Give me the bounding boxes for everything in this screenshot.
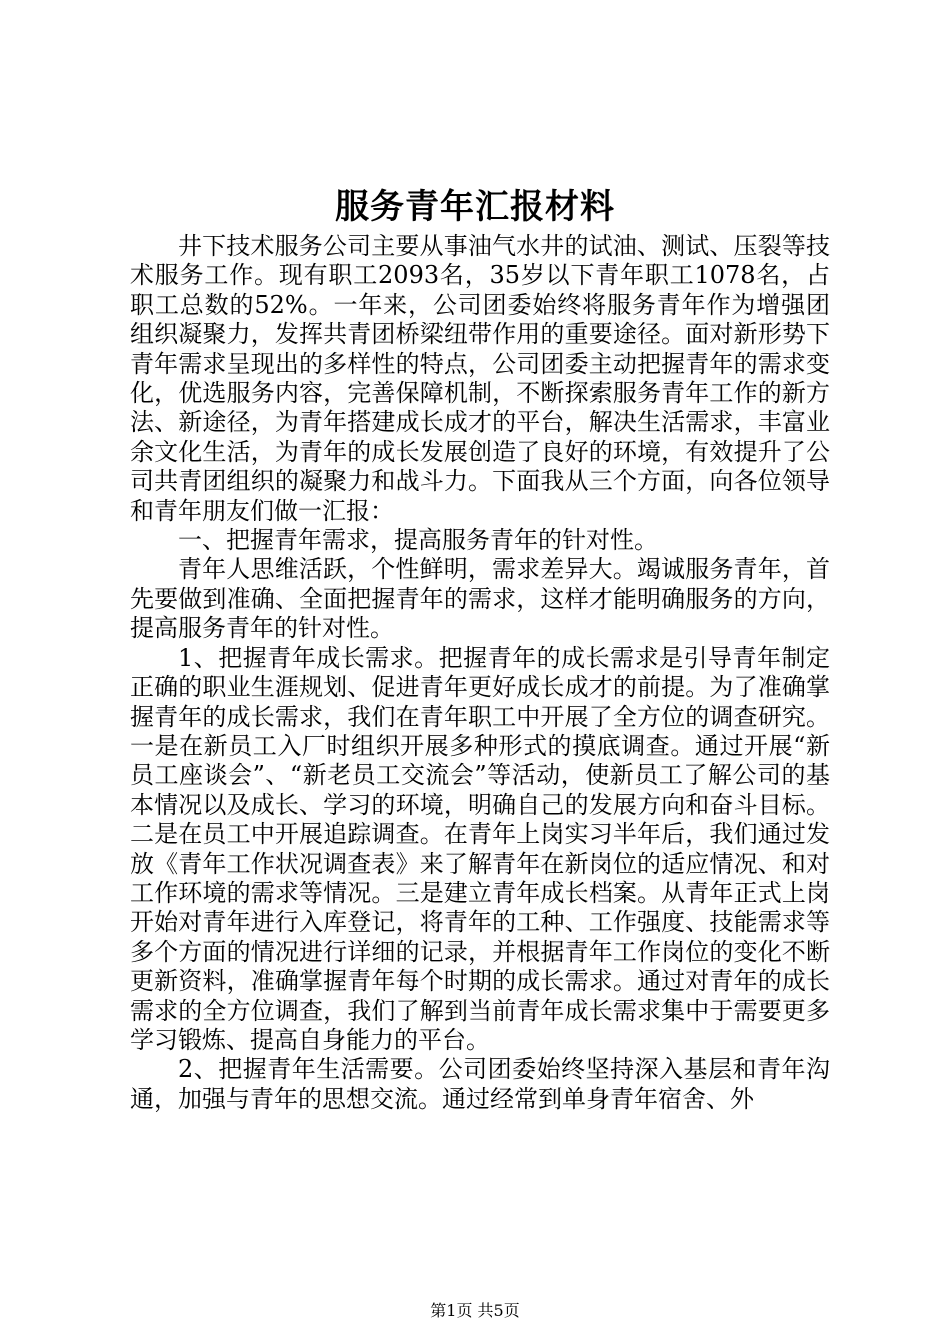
document-title: 服务青年汇报材料	[335, 187, 615, 227]
paragraph: 青年人思维活跃，个性鲜明，需求差异大。竭诚服务青年，首先要做到准确、全面把握青年的需求，这样才能明确服务的方向，提高服务青年的针对性。	[130, 555, 830, 643]
page-footer: 第1页 共5页	[430, 1301, 520, 1320]
paragraph: 2、把握青年生活需要。公司团委始终坚持深入基层和青年沟通，加强与青年的思想交流。通过经常到单身青年宿舍、外	[130, 1055, 830, 1113]
section-heading: 一、把握青年需求，提高服务青年的针对性。	[178, 526, 658, 555]
document-body	[130, 232, 830, 1114]
paragraph: 井下技术服务公司主要从事油气水井的试油、测试、压裂等技术服务工作。现有职工2093名，35岁以下青年职工1078名，占职工总数的52%。一年来，公司团委始终将服务青年作为增强团组织凝聚力，发挥共青团桥梁纽带作用的重要途径。面对新形势下青年需求呈现出的多样性的特点，公司团委主动把握青年的需求变化，优选服务内容，完善保障机制，不断探索服务青年工作的新方法、新途径，为青年搭建成长成才的平台，解决生活需求，丰富业余文化生活，为青年的成长发展创造了良好的环境，有效提升了公司共青团组织的凝聚力和战斗力。下面我从三个方面，向各位领导和青年朋友们做一汇报：	[130, 232, 830, 525]
paragraph: 1、把握青年成长需求。把握青年的成长需求是引导青年制定正确的职业生涯规划、促进青年更好成长成才的前提。为了准确掌握青年的成长需求，我们在青年职工中开展了全方位的调查研究。一是在新员工入厂时组织开展多种形式的摸底调查。通过开展“新员工座谈会”、“新老员工交流会”等活动，使新员工了解公司的基本情况以及成长、学习的环境，明确自己的发展方向和奋斗目标。二是在员工中开展追踪调查。在青年上岗实习半年后，我们通过发放《青年工作状况调查表》来了解青年在新岗位的适应情况、和对工作环境的需求等情况。三是建立青年成长档案。从青年正式上岗开始对青年进行入库登记，将青年的工种、工作强度、技能需求等多个方面的情况进行详细的记录，并根据青年工作岗位的变化不断更新资料，准确掌握青年每个时期的成长需求。通过对青年的成长需求的全方位调查，我们了解到当前青年成长需求集中于需要更多学习锻炼、提高自身能力的平台。	[130, 643, 830, 1054]
